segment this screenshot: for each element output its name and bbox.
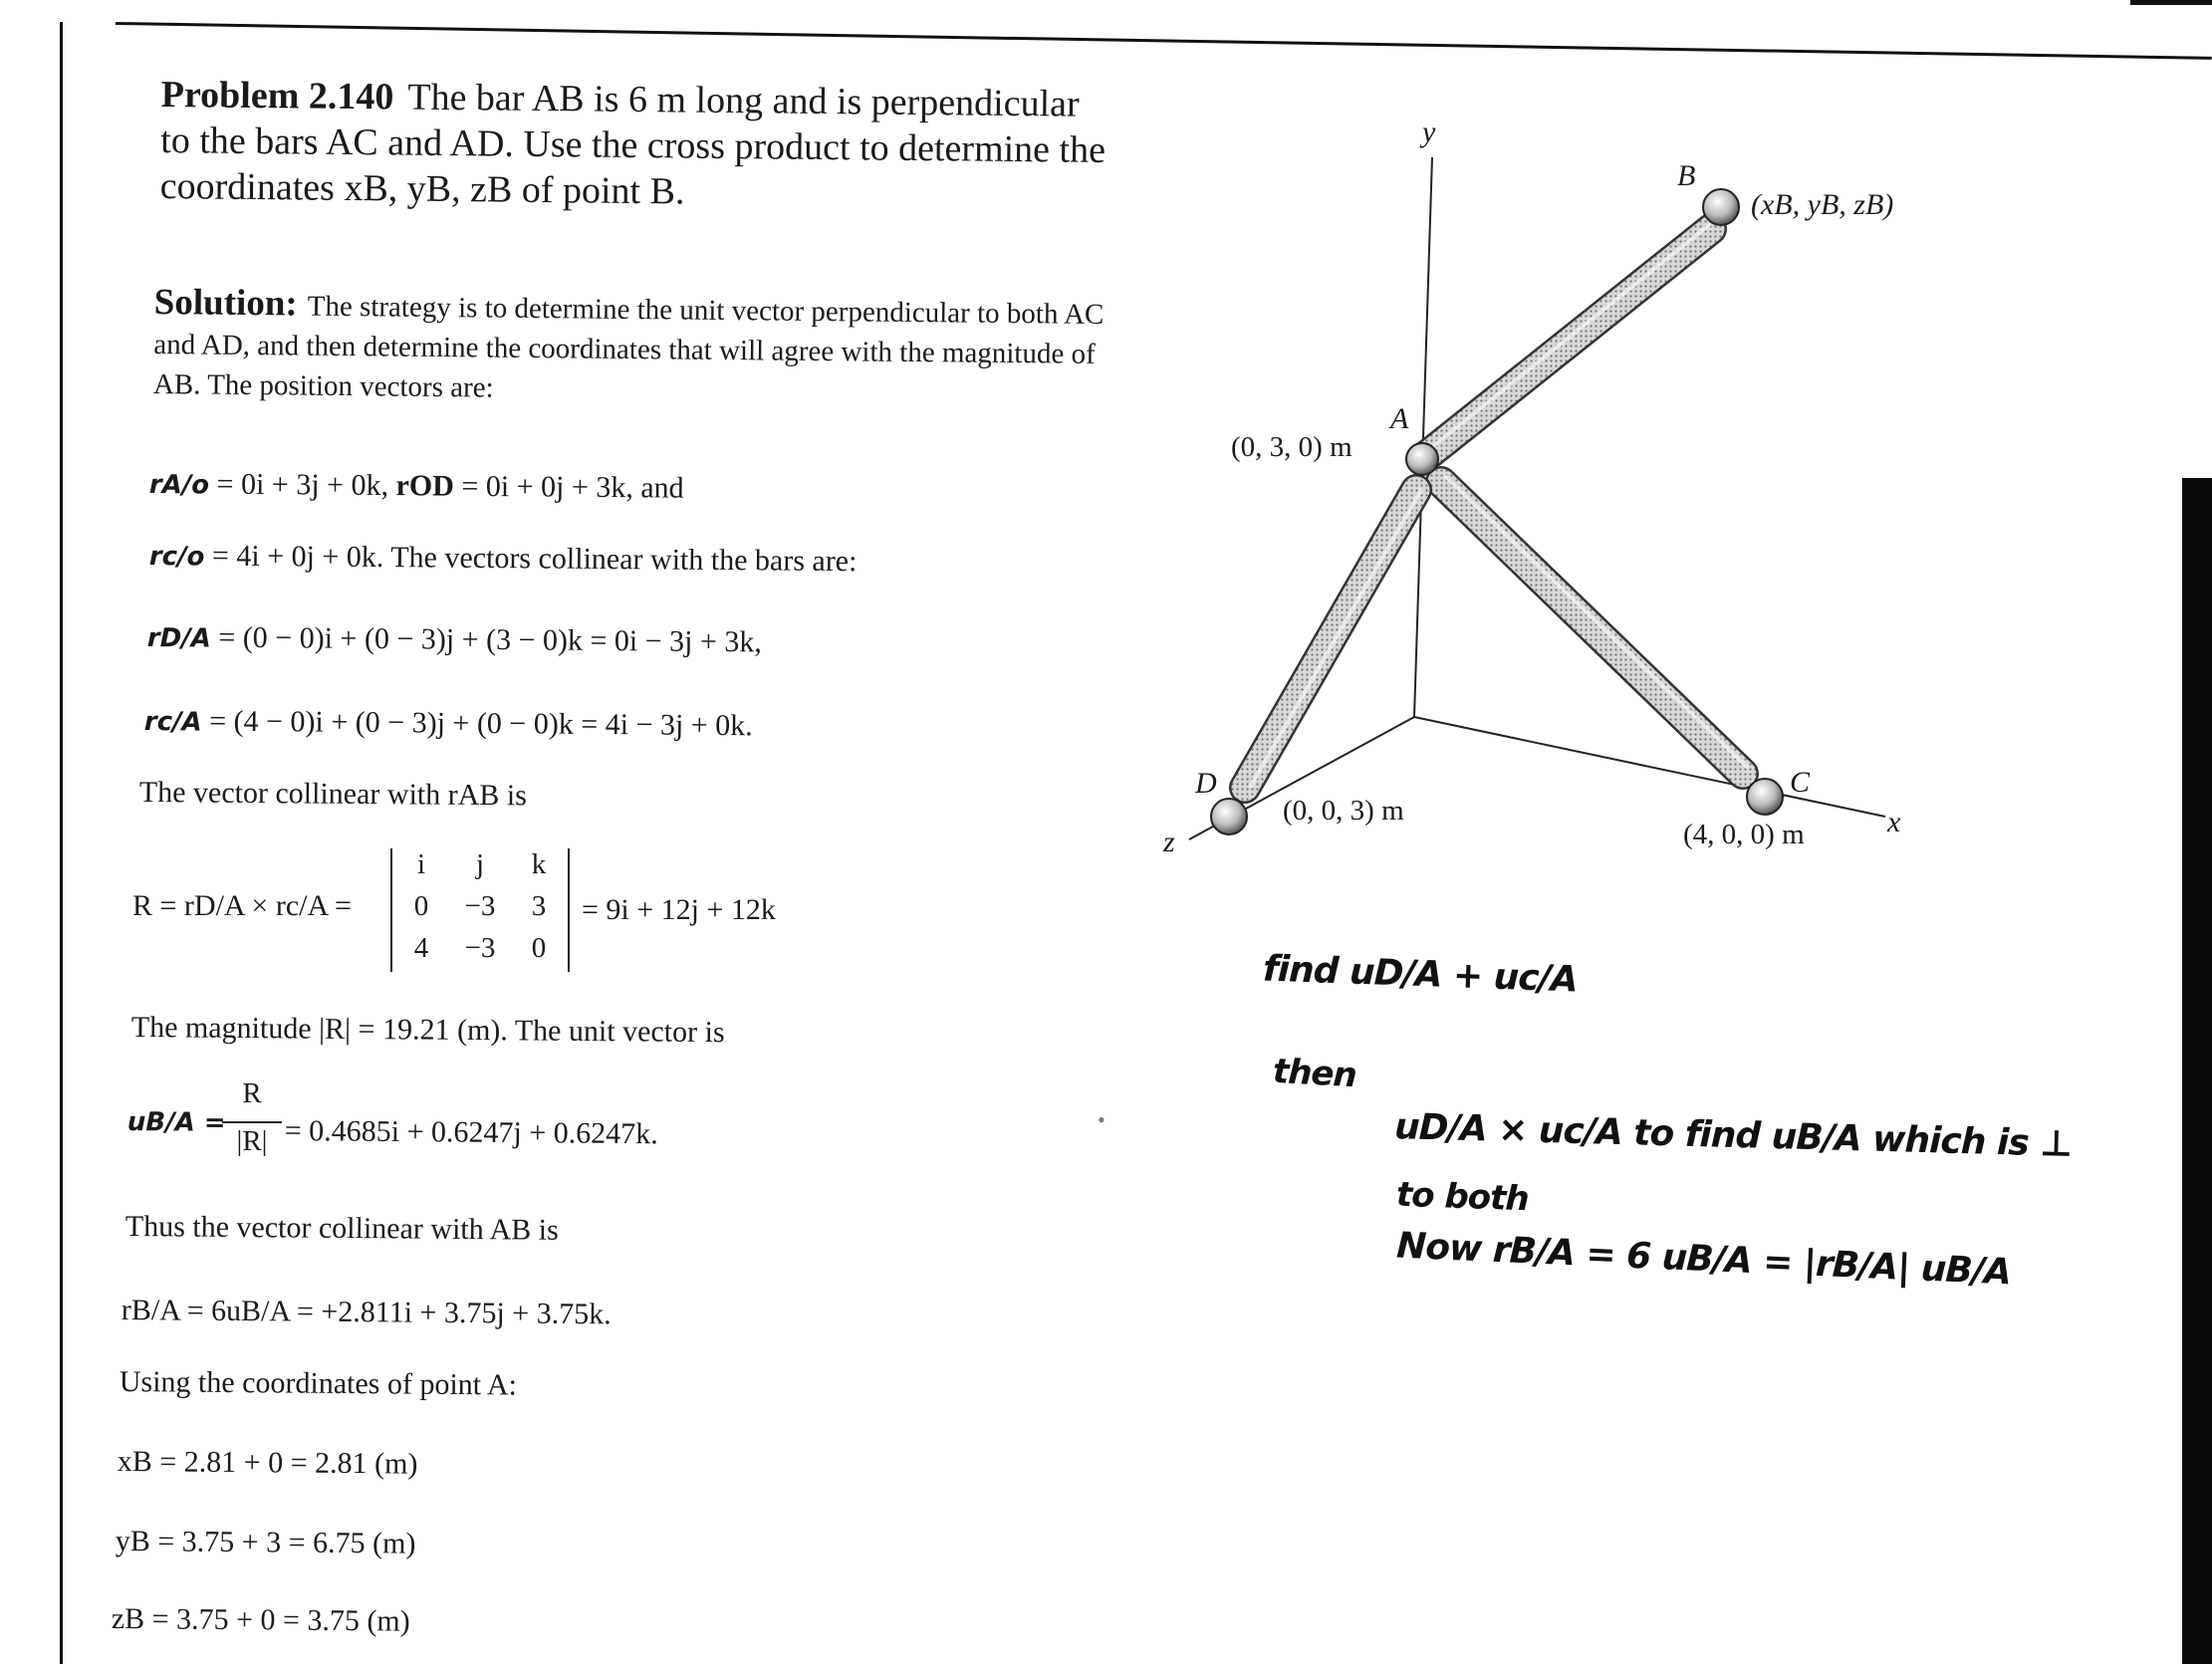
x-b-result: xB = 2.81 + 0 = 2.81 (m) [117, 1444, 418, 1481]
problem-statement [160, 72, 1117, 219]
handwritten-note-5: Now rB/A = 6 uB/A = |rB/A| uB/A [1395, 1225, 2012, 1294]
matrix-cell-2-1: −3 [464, 932, 496, 964]
label-point-a: A [1390, 402, 1409, 435]
joint-a [1406, 443, 1438, 475]
x-axis [1414, 717, 1885, 817]
handwritten-note-1: find uD/A + uc/A [1262, 948, 1579, 1001]
equation-line-3-text: = (0 − 0)i + (0 − 3)j + (3 − 0)k = 0i − 3j + 3k, [218, 620, 763, 659]
label-point-c: C [1790, 766, 1811, 799]
cross-product-prefix: R = rD/A × rc/A = [132, 889, 352, 922]
solution-text: The strategy is to determine the unit vector perpendicular to both AC and AD, and then determine the coordinates that will agree with the magnitude of AB. The position vectors are: [152, 290, 1105, 404]
label-point-b-coords: (xB, yB, zB) [1751, 188, 1894, 221]
label-point-a-coords: (0, 3, 0) m [1231, 431, 1352, 463]
label-r-c-o: rc/o [148, 541, 205, 573]
corner-mark [2130, 0, 2212, 5]
r-b-a-value: rB/A = 6uB/A = +2.811i + 3.75j + 3.75k. [121, 1293, 612, 1331]
problem-text: The bar AB is 6 m long and is perpendicular to the bars AC and AD. Use the cross product to determine the coordinates xB, yB, zB of point B. [159, 76, 1106, 213]
handwritten-note-4: to both [1395, 1174, 1530, 1220]
label-point-d-coords: (0, 0, 3) m [1283, 795, 1404, 827]
equation-line-1 [149, 464, 684, 510]
joint-d [1211, 799, 1247, 834]
label-axis-z: z [1163, 826, 1175, 858]
equation-line-4 [144, 701, 753, 747]
y-b-result: yB = 3.75 + 3 = 6.75 (m) [115, 1524, 416, 1560]
equation-line-3 [147, 617, 762, 663]
matrix-cell-1-2: 3 [531, 890, 547, 922]
cross-product-result: = 9i + 12j + 12k [582, 893, 776, 926]
unit-vector-label [127, 1101, 226, 1143]
matrix-cell-1-0: 0 [413, 890, 429, 922]
solution-heading: Solution: [153, 282, 298, 325]
fraction-bar [222, 1121, 282, 1123]
equation-line-2 [149, 536, 858, 583]
joint-b [1703, 189, 1739, 225]
matrix-cell-1-1: −3 [464, 890, 496, 922]
determinant-matrix [390, 848, 570, 972]
joint-c [1747, 779, 1783, 815]
z-b-result: zB = 3.75 + 0 = 3.75 (m) [111, 1601, 410, 1638]
matrix-cell-0-0: i [416, 848, 426, 880]
using-text: Using the coordinates of point A: [119, 1364, 518, 1402]
scan-dot: • [1098, 1107, 1106, 1132]
matrix-cell-0-1: j [475, 848, 485, 880]
bar-diagram [1145, 80, 2042, 876]
matrix-cell-0-2: k [531, 848, 547, 880]
unit-vector-denominator: |R| [236, 1125, 268, 1157]
bar-ad [1245, 490, 1421, 788]
label-r-c-a: rc/A [143, 706, 202, 738]
unit-vector-result: = 0.4685i + 0.6247j + 0.6247k. [284, 1113, 658, 1151]
label-point-c-coords: (4, 0, 0) m [1683, 819, 1805, 850]
equation-line-1-part-a: = 0i + 3j + 0k, [216, 467, 396, 503]
thus-text: Thus the vector collinear with AB is [124, 1209, 559, 1247]
label-axis-x: x [1887, 806, 1901, 838]
page-border-right [2182, 478, 2212, 1664]
bar-ac [1441, 477, 1747, 774]
equation-line-4-text: = (4 − 0)i + (0 − 3)j + (0 − 0)k = 4i − 3j + 0k. [209, 704, 753, 743]
label-u-b-a: uB/A = [126, 1106, 226, 1138]
matrix-cell-2-0: 4 [413, 932, 429, 964]
label-point-d: D [1195, 767, 1217, 800]
unit-vector-numerator: R [242, 1077, 262, 1109]
collinear-text: The vector collinear with rAB is [138, 775, 528, 813]
problem-number: Problem 2.140 [160, 73, 394, 119]
label-r-d-a: rD/A [146, 622, 211, 654]
handwritten-note-2: then [1272, 1051, 1357, 1096]
label-r-a-o: rA/o [148, 469, 210, 501]
r-b-a-line [122, 1291, 612, 1334]
matrix-cell-2-2: 0 [531, 932, 547, 964]
magnitude-text: The magnitude |R| = 19.21 (m). The unit vector is [130, 1010, 725, 1050]
equation-line-1-part-c: = 0i + 0j + 3k, and [453, 469, 684, 505]
label-axis-y: y [1422, 116, 1436, 148]
bar-ab [1426, 225, 1711, 456]
equation-line-2-text: = 4i + 0j + 0k. The vectors collinear with the bars are: [211, 539, 858, 579]
solution-intro [153, 283, 1110, 414]
label-point-b: B [1677, 159, 1696, 192]
r-od-symbol: rOD [395, 469, 455, 503]
handwritten-note-3: uD/A × uc/A to find uB/A which is ⊥ [1393, 1106, 2073, 1165]
